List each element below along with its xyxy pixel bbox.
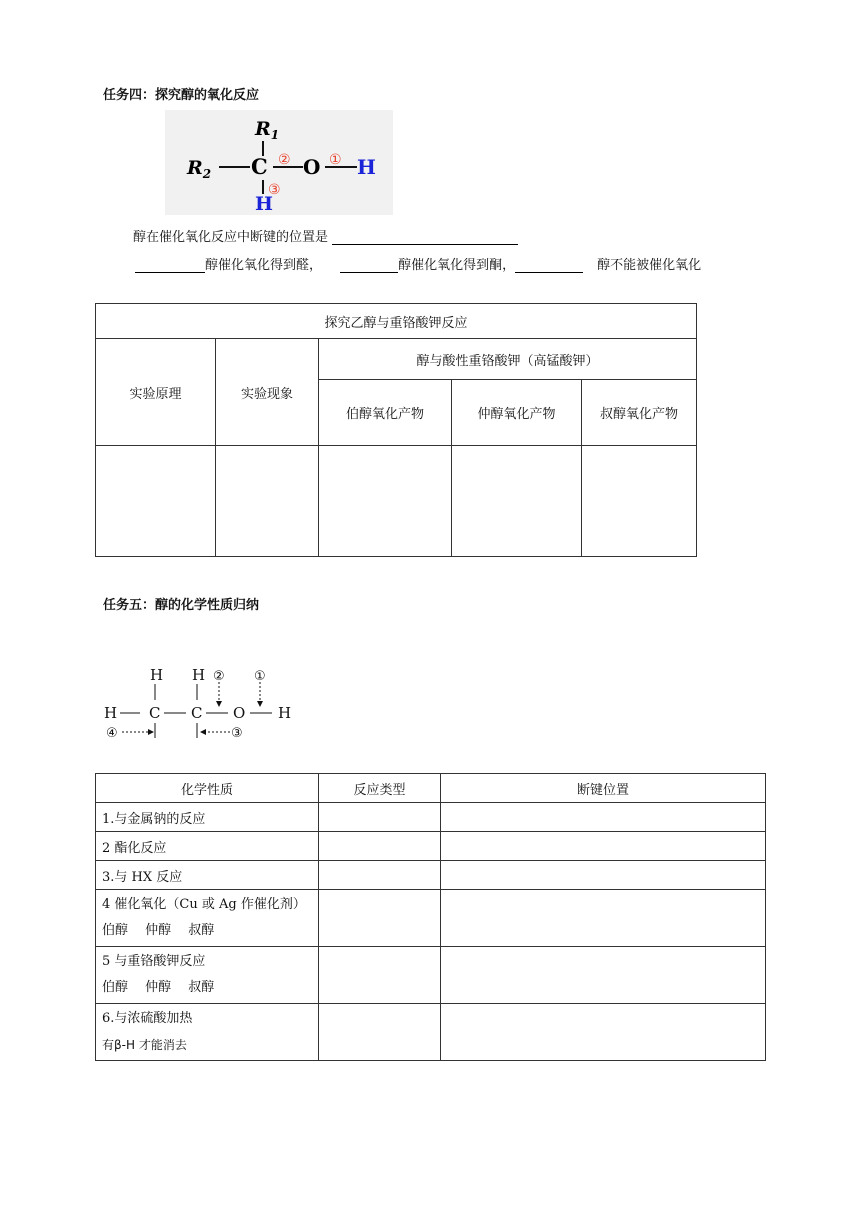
table-row xyxy=(96,861,766,890)
cell-secondary-product[interactable] xyxy=(452,446,582,557)
header-phenomenon: 实验现象 xyxy=(216,339,319,446)
header-property: 化学性质 xyxy=(96,774,319,803)
bond-position-cell[interactable] xyxy=(441,947,766,1004)
bond-number-1: ① xyxy=(329,152,342,168)
table-row xyxy=(96,803,766,832)
cell-tertiary-product[interactable] xyxy=(582,446,697,557)
alpha-h-label: H xyxy=(255,193,273,215)
arrowhead-3 xyxy=(200,729,206,735)
property-line-2: 有β-H 才能消去 xyxy=(102,1038,187,1052)
ethanol-h-top-2: H xyxy=(192,666,206,684)
property-cell: 3.与 HX 反应 xyxy=(96,861,319,890)
ethanol-bond-diagram xyxy=(100,660,300,745)
bond-position-cell[interactable] xyxy=(441,1004,766,1061)
bond-position-cell[interactable] xyxy=(441,890,766,947)
ethanol-o: O xyxy=(233,704,246,722)
header-primary-product: 伯醇氧化产物 xyxy=(319,380,452,446)
bond-number-2: ② xyxy=(278,152,291,168)
property-cell: 1.与金属钠的反应 xyxy=(96,803,319,832)
header-principle: 实验原理 xyxy=(96,339,216,446)
question-ketone-text: 醇催化氧化得到酮， xyxy=(398,258,516,273)
property-line-1: 5 与重铬酸钾反应 xyxy=(102,954,206,969)
property-cell: 2 酯化反应 xyxy=(96,832,319,861)
ethanol-number-4: ④ xyxy=(106,726,118,741)
ethanol-h-top-1: H xyxy=(150,666,164,684)
property-line-1: 6.与浓硫酸加热 xyxy=(102,1011,193,1026)
answer-blank-ketone[interactable] xyxy=(340,258,398,273)
ethanol-h-right: H xyxy=(278,704,292,722)
ethanol-number-3: ③ xyxy=(231,726,243,741)
property-cell xyxy=(96,947,319,1004)
table-row xyxy=(96,1004,766,1061)
reaction-type-cell[interactable] xyxy=(319,890,441,947)
question-bond-text: 醇在催化氧化反应中断键的位置是 xyxy=(133,230,329,245)
alcohol-bond-svg xyxy=(165,110,393,215)
question-oxidation-products xyxy=(135,254,701,273)
property-line-2: 伯醇 仲醇 叔醇 xyxy=(102,980,215,995)
ethanol-bond-svg xyxy=(100,660,300,745)
reaction-type-cell[interactable] xyxy=(319,1004,441,1061)
ethanol-c1: C xyxy=(149,704,161,722)
cell-phenomenon[interactable] xyxy=(216,446,319,557)
answer-blank-no-oxidation[interactable] xyxy=(515,258,583,273)
reaction-type-cell[interactable] xyxy=(319,832,441,861)
r2-label: $R_2$ xyxy=(187,157,212,181)
arrowhead-2 xyxy=(216,701,222,707)
task5-heading: 任务五：醇的化学性质归纳 xyxy=(103,598,260,613)
ethanol-number-2: ② xyxy=(213,669,225,684)
reaction-type-cell[interactable] xyxy=(319,803,441,832)
reaction-type-cell[interactable] xyxy=(319,947,441,1004)
oxygen-label: O xyxy=(303,155,321,179)
property-cell xyxy=(96,890,319,947)
arrowhead-4 xyxy=(148,729,154,735)
ethanol-c2: C xyxy=(191,704,203,722)
question-aldehyde-text: 醇催化氧化得到醛， xyxy=(205,258,323,273)
reaction-type-cell[interactable] xyxy=(319,861,441,890)
header-secondary-product: 仲醇氧化产物 xyxy=(452,380,582,446)
bond-position-cell[interactable] xyxy=(441,832,766,861)
bond-position-cell[interactable] xyxy=(441,803,766,832)
header-bond-position: 断键位置 xyxy=(441,774,766,803)
question-bond-position xyxy=(133,226,518,245)
bond-position-cell[interactable] xyxy=(441,861,766,890)
table-row xyxy=(96,947,766,1004)
property-line-2: 伯醇 仲醇 叔醇 xyxy=(102,923,215,938)
header-reaction-type: 反应类型 xyxy=(319,774,441,803)
task4-heading: 任务四：探究醇的氧化反应 xyxy=(103,88,260,103)
answer-blank-aldehyde[interactable] xyxy=(135,258,205,273)
carbon-label: C xyxy=(251,154,268,179)
experiment-table-title: 探究乙醇与重铬酸钾反应 xyxy=(96,304,697,339)
alcohol-bond-diagram xyxy=(165,110,393,215)
properties-table xyxy=(95,773,766,1061)
cell-principle[interactable] xyxy=(96,446,216,557)
property-cell xyxy=(96,1004,319,1061)
experiment-table xyxy=(95,303,697,557)
answer-blank-1[interactable] xyxy=(332,230,518,245)
r1-label: $R_1$ xyxy=(255,118,280,142)
ethanol-h-left: H xyxy=(104,704,118,722)
hydroxyl-h-label: H xyxy=(357,155,376,179)
table-row xyxy=(96,890,766,947)
header-oxidant-group: 醇与酸性重铬酸钾（高锰酸钾） xyxy=(319,339,697,380)
table-row xyxy=(96,832,766,861)
header-tertiary-product: 叔醇氧化产物 xyxy=(582,380,697,446)
arrowhead-1 xyxy=(257,701,263,707)
bond-number-3: ③ xyxy=(268,182,281,198)
property-line-1: 4 催化氧化（Cu 或 Ag 作催化剂） xyxy=(102,897,306,912)
question-no-oxidation-text: 醇不能被催化氧化 xyxy=(597,258,702,273)
ethanol-number-1: ① xyxy=(254,669,266,684)
cell-primary-product[interactable] xyxy=(319,446,452,557)
